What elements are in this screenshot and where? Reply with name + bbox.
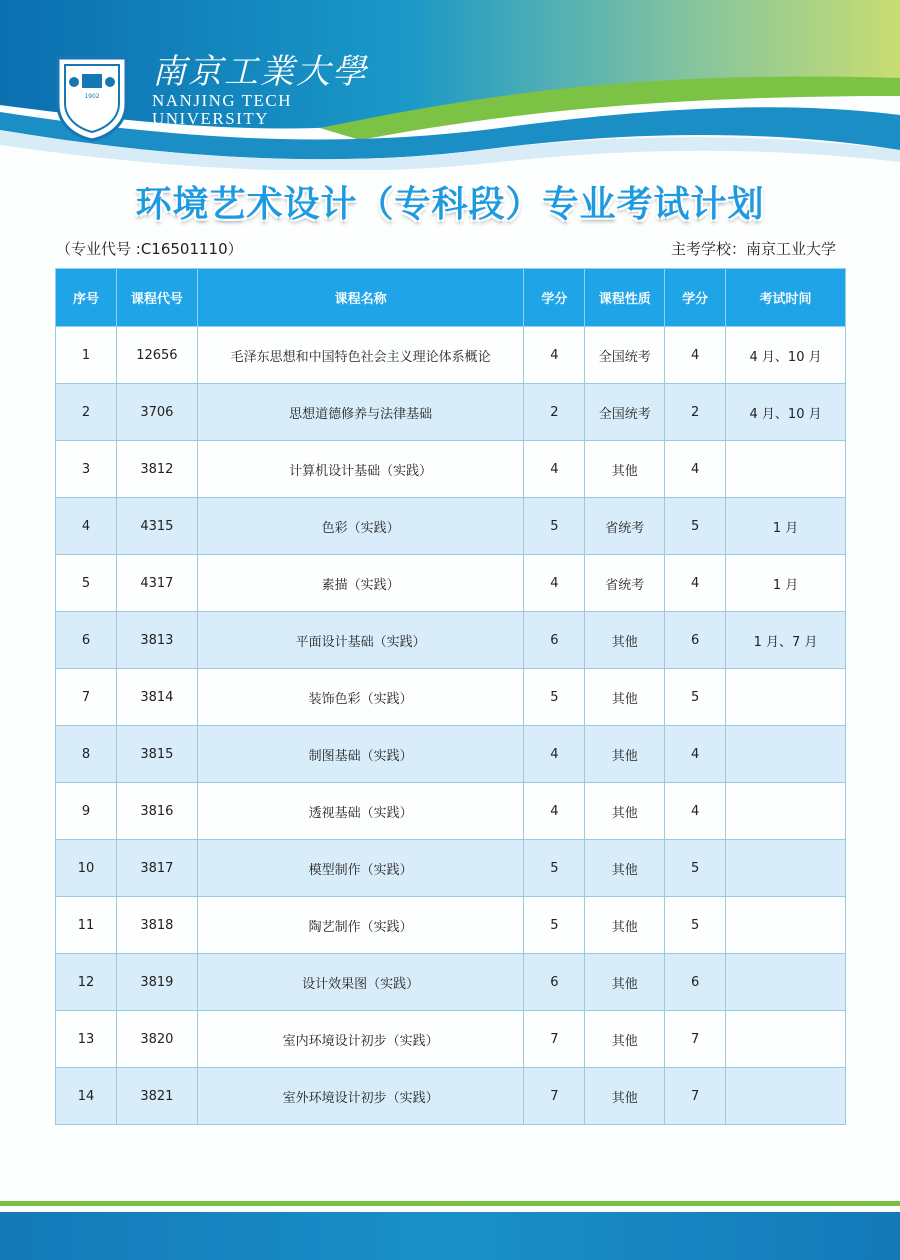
cell-credits-2: 7 [665,1068,726,1125]
cell-course-name: 毛泽东思想和中国特色社会主义理论体系概论 [197,327,524,384]
cell-credits: 4 [524,555,585,612]
table-row [56,954,846,1011]
cell-course-name: 计算机设计基础（实践） [197,441,524,498]
cell-course-type: 其他 [585,726,665,783]
table-row [56,897,846,954]
table-header-row [56,269,846,327]
cell-credits-2: 4 [665,783,726,840]
table-row [56,1011,846,1068]
header-wave-graphic [0,0,900,170]
exam-school: 主考学校：南京工业大学 [670,240,836,258]
university-logotype [152,52,368,128]
cell-course-name: 素描（实践） [197,555,524,612]
cell-course-code: 3815 [116,726,197,783]
cell-exam-time [726,669,846,726]
cell-course-name: 透视基础（实践） [197,783,524,840]
cell-course-type: 全国统考 [585,384,665,441]
cell-exam-time [726,897,846,954]
cell-credits-2: 5 [665,840,726,897]
table-row [56,384,846,441]
svg-text:1902: 1902 [84,93,100,100]
cell-credits-2: 4 [665,726,726,783]
cell-course-code: 3706 [116,384,197,441]
table-row [56,783,846,840]
cell-credits: 5 [524,669,585,726]
cell-course-name: 思想道德修养与法律基础 [197,384,524,441]
cell-credits: 5 [524,897,585,954]
exam-plan-table [55,268,846,1125]
cell-credits-2: 4 [665,327,726,384]
cell-course-type: 省统考 [585,498,665,555]
cell-index: 13 [56,1011,117,1068]
page-title: 环境艺术设计（专科段）专业考试计划 [135,184,765,225]
university-name-en-line2: UNIVERSITY [152,109,269,128]
cell-credits: 4 [524,726,585,783]
cell-index: 5 [56,555,117,612]
cell-credits: 7 [524,1011,585,1068]
table-row [56,555,846,612]
header-banner [0,0,900,170]
university-name-cn: 南京工業大學 [152,52,368,92]
table-row [56,726,846,783]
cell-index: 14 [56,1068,117,1125]
cell-course-name: 室内环境设计初步（实践） [197,1011,524,1068]
cell-course-type: 省统考 [585,555,665,612]
cell-course-code: 3813 [116,612,197,669]
cell-exam-time: 1 月 [726,498,846,555]
cell-index: 4 [56,498,117,555]
footer-green-line [0,1201,900,1206]
cell-credits-2: 4 [665,555,726,612]
cell-course-type: 其他 [585,441,665,498]
cell-credits: 5 [524,498,585,555]
cell-index: 7 [56,669,117,726]
cell-exam-time [726,1068,846,1125]
table-row [56,612,846,669]
cell-exam-time: 1 月 [726,555,846,612]
cell-course-type: 其他 [585,897,665,954]
table-row [56,840,846,897]
cell-course-name: 室外环境设计初步（实践） [197,1068,524,1125]
cell-credits-2: 5 [665,897,726,954]
cell-credits: 2 [524,384,585,441]
cell-course-code: 3817 [116,840,197,897]
cell-index: 12 [56,954,117,1011]
cell-credits: 4 [524,327,585,384]
cell-course-code: 3819 [116,954,197,1011]
cell-exam-time [726,954,846,1011]
table-row [56,669,846,726]
cell-course-type: 其他 [585,1068,665,1125]
cell-index: 6 [56,612,117,669]
cell-credits-2: 6 [665,954,726,1011]
cell-credits-2: 5 [665,669,726,726]
column-header-credits-2: 学分 [665,269,726,327]
cell-credits: 6 [524,612,585,669]
cell-credits-2: 2 [665,384,726,441]
cell-course-code: 4317 [116,555,197,612]
cell-course-type: 其他 [585,1011,665,1068]
column-header-course-name: 课程名称 [197,269,524,327]
cell-course-code: 12656 [116,327,197,384]
table-row [56,498,846,555]
table-row [56,441,846,498]
cell-course-type: 其他 [585,612,665,669]
cell-course-name: 陶艺制作（实践） [197,897,524,954]
cell-course-type: 其他 [585,954,665,1011]
major-code: （专业代号 :C16501110） [56,240,243,258]
cell-course-code: 3816 [116,783,197,840]
cell-index: 9 [56,783,117,840]
table-body [56,327,846,1125]
cell-course-code: 4315 [116,498,197,555]
cell-exam-time [726,1011,846,1068]
cell-index: 10 [56,840,117,897]
cell-exam-time [726,441,846,498]
cell-course-name: 色彩（实践） [197,498,524,555]
footer-bar [0,1212,900,1260]
cell-course-code: 3814 [116,669,197,726]
cell-credits: 4 [524,783,585,840]
cell-credits-2: 4 [665,441,726,498]
university-name-en-line1: NANJING TECH [152,91,292,110]
cell-credits-2: 7 [665,1011,726,1068]
cell-index: 8 [56,726,117,783]
cell-credits: 6 [524,954,585,1011]
cell-course-type: 其他 [585,669,665,726]
cell-exam-time [726,783,846,840]
cell-course-name: 装饰色彩（实践） [197,669,524,726]
cell-course-code: 3821 [116,1068,197,1125]
cell-course-type: 全国统考 [585,327,665,384]
cell-index: 11 [56,897,117,954]
cell-course-type: 其他 [585,840,665,897]
cell-index: 3 [56,441,117,498]
cell-exam-time: 1 月、7 月 [726,612,846,669]
cell-index: 1 [56,327,117,384]
cell-course-type: 其他 [585,783,665,840]
cell-course-code: 3812 [116,441,197,498]
column-header-course-code: 课程代号 [116,269,197,327]
university-emblem [54,54,130,142]
column-header-index: 序号 [56,269,117,327]
cell-exam-time [726,726,846,783]
cell-exam-time [726,840,846,897]
cell-exam-time: 4 月、10 月 [726,327,846,384]
cell-course-name: 制图基础（实践） [197,726,524,783]
cell-exam-time: 4 月、10 月 [726,384,846,441]
cell-credits-2: 5 [665,498,726,555]
cell-credits-2: 6 [665,612,726,669]
column-header-credits: 学分 [524,269,585,327]
column-header-course-type: 课程性质 [585,269,665,327]
table-row [56,327,846,384]
cell-course-name: 模型制作（实践） [197,840,524,897]
cell-course-name: 平面设计基础（实践） [197,612,524,669]
cell-credits: 7 [524,1068,585,1125]
cell-credits: 4 [524,441,585,498]
cell-course-code: 3820 [116,1011,197,1068]
column-header-exam-time: 考试时间 [726,269,846,327]
cell-course-code: 3818 [116,897,197,954]
cell-course-name: 设计效果图（实践） [197,954,524,1011]
table-row [56,1068,846,1125]
cell-index: 2 [56,384,117,441]
cell-credits: 5 [524,840,585,897]
